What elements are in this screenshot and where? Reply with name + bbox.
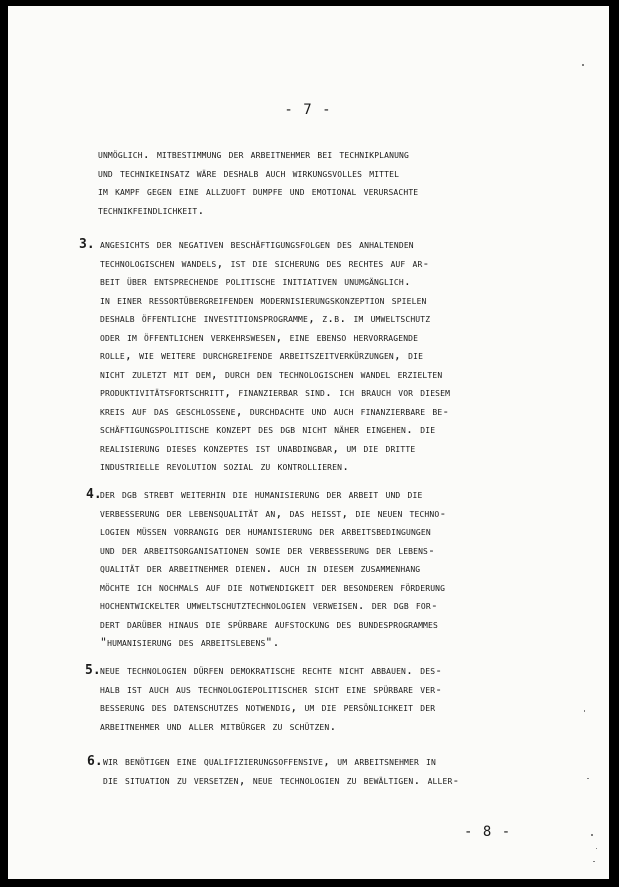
- scan-speck: [596, 848, 597, 849]
- text-line: unmöglich. mitbestimmung der arbeitnehmer bei technikplanung: [98, 147, 409, 161]
- text-line: dert darüber hinaus die spürbare aufstockung des bundesprogrammes: [100, 616, 438, 631]
- item-paragraph-4: [100, 485, 446, 652]
- text-line: die situation zu versetzen, neue technologien zu bewältigen. aller-: [103, 772, 460, 787]
- text-line: neue technologien dürfen demokratische rechte nicht abbauen. des-: [100, 663, 443, 677]
- text-line: "humanisierung des arbeitslebens".: [100, 635, 280, 649]
- text-line: kreis auf das geschlossene, durchdachte und auch finanzierbare be-: [100, 403, 450, 418]
- item-number: 6.: [87, 754, 103, 769]
- text-line: möchte ich nochmals auf die notwendigkeit der besonderen förderung: [100, 579, 446, 594]
- text-line: schäftigungspolitische konzept des dgb nicht näher eingehen. die: [100, 422, 436, 436]
- item-number: 5.: [85, 663, 101, 678]
- text-line: deshalb öffentliche investitionsprogramme, z.b. im umweltschutz: [100, 311, 431, 325]
- text-line: oder im öffentlichen verkehrswesen, eine ebenso hervorragende: [100, 329, 419, 344]
- scan-speck: [584, 710, 585, 712]
- page-number-top: - 7 -: [284, 102, 332, 118]
- item-paragraph-3: [100, 235, 450, 476]
- text-line: technikfeindlichkeit.: [98, 202, 205, 217]
- text-line: wir benötigen eine qualifizierungsoffensive, um arbeitsnehmer in: [103, 754, 436, 768]
- text-line: produktivitätsfortschritt, finanzierbar sind. ich brauch vor diesem: [100, 385, 451, 399]
- item-number: 3.: [79, 237, 95, 252]
- text-line: und der arbeitsorganisationen sowie der verbesserung der lebens-: [100, 542, 436, 557]
- text-line: technologischen wandels, ist die sicherung des rechtes auf ar-: [100, 255, 430, 270]
- text-line: halb ist auch aus technologiepolitischer sicht eine spürbare ver-: [100, 681, 443, 696]
- text-line: arbeitnehmer und aller mitbürger zu schützen.: [100, 718, 337, 733]
- scan-speck: [591, 834, 593, 836]
- item-paragraph-5: [100, 661, 442, 735]
- text-line: industrielle revolution sozial zu kontrollieren.: [100, 459, 350, 473]
- page-number-bottom: - 8 -: [464, 824, 512, 840]
- text-line: und technikeinsatz wäre deshalb auch wirkungsvolles mittel: [98, 165, 400, 180]
- text-line: nicht zuletzt mit dem, durch den technologischen wandel erzielten: [100, 366, 443, 381]
- text-line: in einer ressortübergreifenden modernisierungskonzeption spielen: [100, 292, 427, 307]
- text-line: realisierung dieses konzeptes ist unabdingbar, um die dritte: [100, 440, 416, 455]
- text-line: verbesserung der lebensqualität an, das heißt, die neuen techno-: [100, 505, 447, 520]
- text-line: im kampf gegen eine allzuoft dumpfe und emotional verursachte: [98, 184, 419, 198]
- item-number: 4.: [86, 487, 102, 502]
- scan-speck: [587, 778, 589, 779]
- text-line: der dgb strebt weiterhin die humanisierung der arbeit und die: [100, 487, 423, 501]
- intro-paragraph: [98, 145, 418, 219]
- text-line: rolle, wie weitere durchgreifende arbeitszeitverkürzungen, die: [100, 348, 424, 362]
- scan-speck: [593, 861, 595, 862]
- text-line: besserung des datenschutzes notwendig, um die persönlichkeit der: [100, 700, 436, 714]
- text-line: qualität der arbeitnehmer dienen. auch in diesem zusammenhang: [100, 561, 421, 575]
- item-paragraph-6: [103, 752, 460, 789]
- document-page: [8, 6, 609, 879]
- text-line: angesichts der negativen beschäftigungsfolgen des anhaltenden: [100, 237, 414, 251]
- text-line: beit über entsprechende politische initiativen unumgänglich.: [100, 274, 411, 288]
- scan-speck: [582, 64, 584, 66]
- text-line: logien müssen vorrangig der humanisierung der arbeitsbedingungen: [100, 524, 431, 538]
- text-line: hochentwickelter umweltschutztechnologien verweisen. der dgb for-: [100, 598, 438, 612]
